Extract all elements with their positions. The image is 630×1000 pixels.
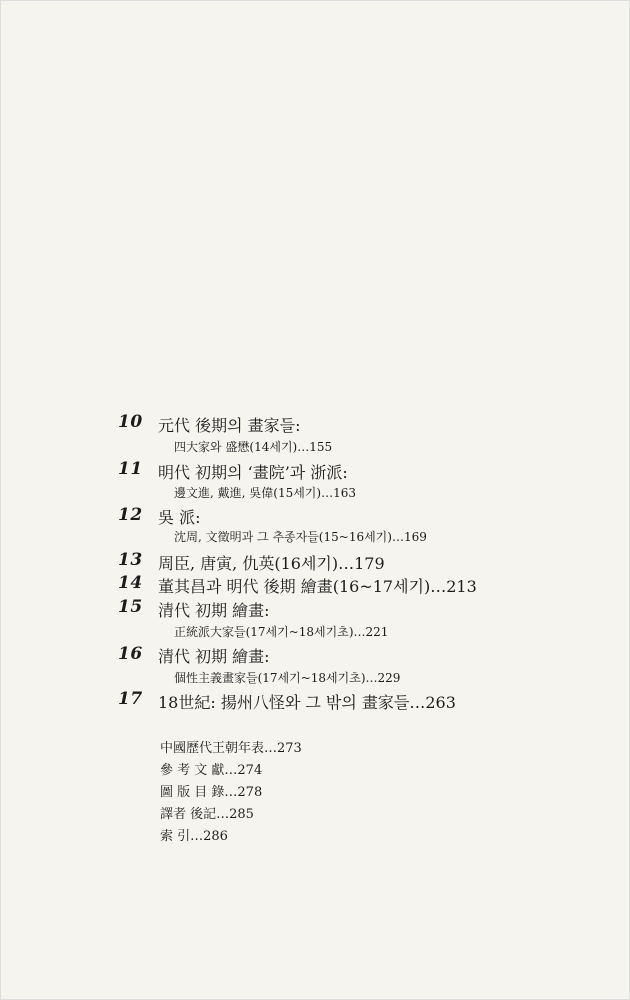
chapter-title: 清代 初期 繪畫: [158, 601, 270, 620]
chapter-title: 元代 後期의 畫家들: [158, 416, 301, 435]
chapter-number: 15 [118, 597, 143, 617]
chapter-number: 13 [118, 550, 143, 570]
appendix-item: 圖 版 目 錄…278 [160, 785, 263, 800]
chapter-title: 周臣, 唐寅, 仇英(16세기)…179 [158, 554, 385, 573]
chapter-title: 明代 初期의 ‘畫院’과 浙派: [158, 463, 348, 482]
chapter-title: 清代 初期 繪畫: [158, 647, 270, 666]
appendix-item: 參 考 文 獻…274 [160, 763, 263, 778]
chapter-subtitle: 四大家와 盛懋(14세기)…155 [174, 440, 333, 454]
chapter-number: 11 [118, 459, 143, 479]
chapter-number: 14 [118, 573, 143, 593]
chapter-number: 17 [118, 689, 143, 709]
chapter-title: 18世紀: 揚州八怪와 그 밖의 畫家들…263 [158, 693, 456, 712]
chapter-title: 董其昌과 明代 後期 繪畫(16~17세기)…213 [158, 577, 477, 596]
appendix-item: 索 引…286 [160, 829, 228, 844]
chapter-title: 吳 派: [158, 508, 201, 527]
chapter-subtitle: 沈周, 文徵明과 그 추종자들(15~16세기)…169 [174, 530, 427, 544]
appendix-item: 譯者 後記…285 [160, 807, 254, 822]
chapter-subtitle: 個性主義畫家들(17세기~18세기초)…229 [174, 671, 401, 685]
appendix-item: 中國歷代王朝年表…273 [160, 741, 302, 756]
chapter-number: 10 [118, 412, 143, 432]
chapter-number: 16 [118, 644, 143, 664]
chapter-number: 12 [118, 505, 143, 525]
chapter-subtitle: 邊文進, 戴進, 吳偉(15세기)…163 [174, 486, 356, 500]
chapter-subtitle: 正統派大家들(17세기~18세기초)…221 [174, 625, 389, 639]
